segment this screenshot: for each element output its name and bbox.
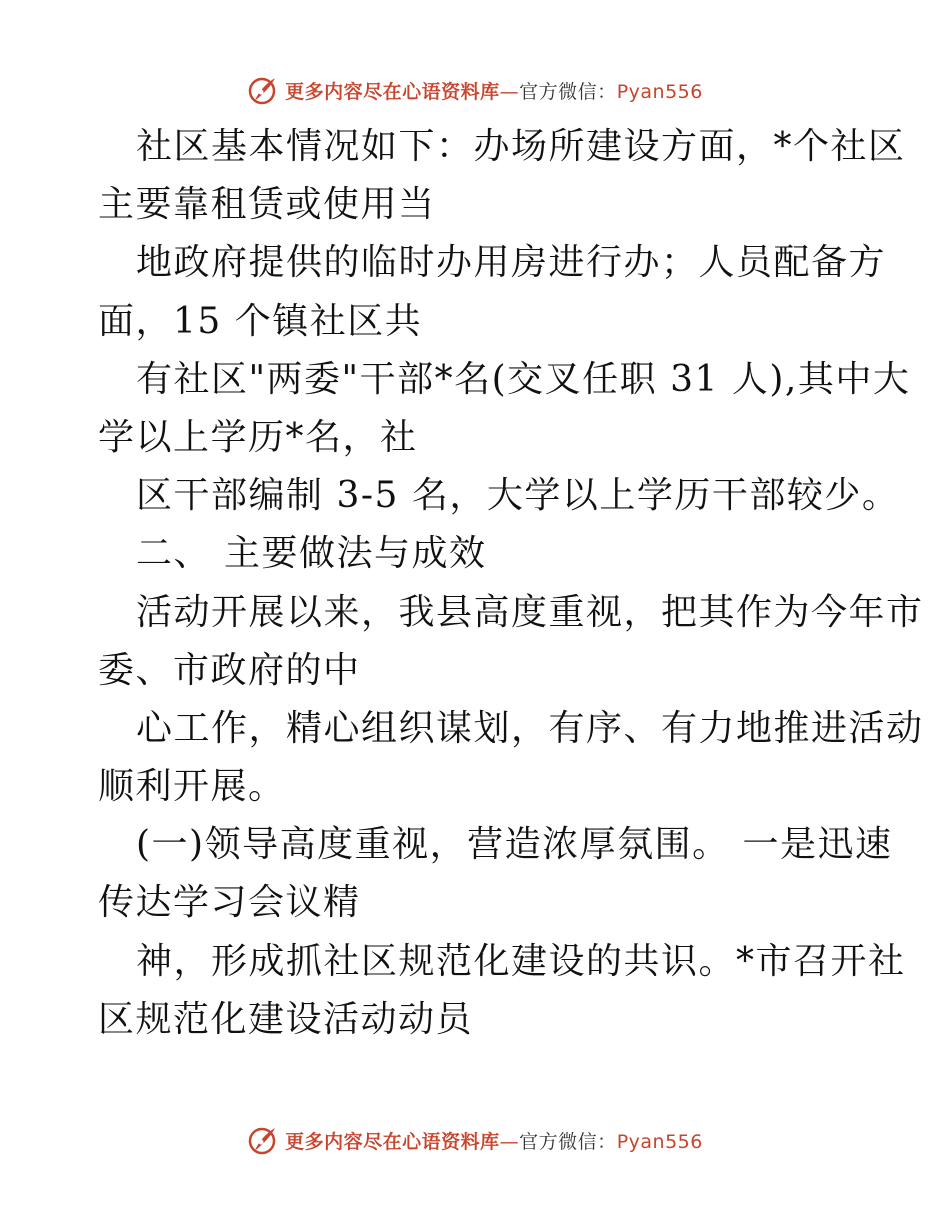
text-line: 主要靠租赁或使用当 <box>98 184 436 226</box>
banner-sub-text: 官方微信： <box>519 80 617 103</box>
text-line: 地政府提供的临时办用房进行办；人员配备方 <box>136 242 887 284</box>
header-watermark-banner <box>0 70 950 110</box>
footer-watermark-banner <box>0 1120 950 1160</box>
banner-main-text: 更多内容尽在心语资料库 <box>285 80 500 103</box>
text-line: 社区基本情况如下：办场所建设方面，*个社区 <box>136 126 906 167</box>
text-line: 心工作，精心组织谋划，有序、有力地推进活动 <box>136 707 924 749</box>
text-line: 神，形成抓社区规范化建设的共识。*市召开社 <box>136 940 906 982</box>
banner-handle-text: Pyan556 <box>616 1130 703 1153</box>
text-line: 传达学习会议精 <box>98 882 361 924</box>
text-line: 区规范化建设活动动员 <box>98 998 474 1040</box>
text-line: 学以上学历*名，社 <box>98 416 418 458</box>
quill-pen-logo-icon <box>247 1124 279 1156</box>
section-heading: 二、 主要做法与成效 <box>136 533 487 575</box>
text-line: 顺利开展。 <box>98 766 286 808</box>
banner-main-text: 更多内容尽在心语资料库 <box>285 1130 500 1153</box>
text-line: 面，15 个镇社区共 <box>98 300 423 342</box>
text-line: (一)领导高度重视，营造浓厚氛围。 一是迅速 <box>136 824 893 866</box>
text-line: 有社区"两委"干部*名(交叉任职 31 人),其中大 <box>136 358 911 400</box>
banner-handle-text: Pyan556 <box>616 80 703 103</box>
banner-sub-text: 官方微信： <box>519 1130 617 1153</box>
text-line: 活动开展以来，我县高度重视，把其作为今年市 <box>136 591 924 633</box>
text-line: 区干部编制 3-5 名，大学以上学历干部较少。 <box>136 475 900 517</box>
banner-dash: — <box>499 1130 520 1153</box>
quill-pen-logo-icon <box>247 74 279 106</box>
banner-dash: — <box>499 80 520 103</box>
document-body <box>98 118 924 1049</box>
text-line: 委、市政府的中 <box>98 649 361 691</box>
